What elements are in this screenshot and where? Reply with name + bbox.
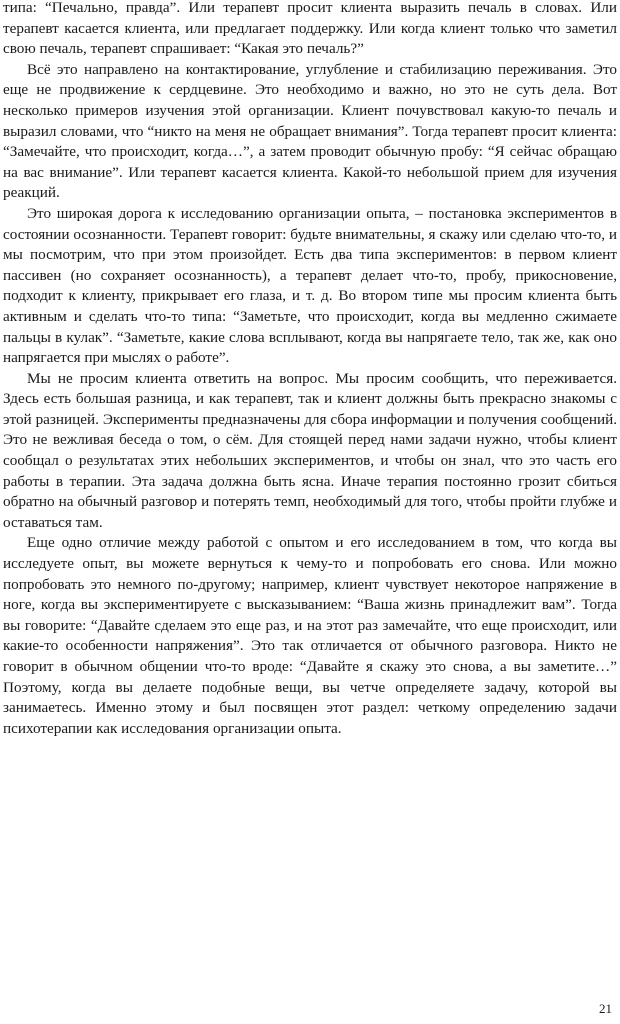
page-number: 21 [599,1001,612,1016]
paragraph-4: Мы не просим клиента ответить на вопрос. Мы просим сообщить, что переживается. Здесь есть большая разница, и как терапевт, так и клиент должны быть прекрасно знакомы с этой разницей. Эксперименты предназначены для сбора информации и получения сообщений. Это не вежливая беседа о том, о сём. Для стоящей перед нами задачи нужно, чтобы клиент сообщал о результатах этих небольших экспериментов, и чтобы он знал, что это часть его работы в терапии. Эта задача должна быть ясна. Иначе терапия постоянно грозит сбиться обратно на обычный разговор и потерять темп, необходимый для того, чтобы пройти глубже и оставаться там. [3,369,617,531]
paragraph-1: типа: “Печально, правда”. Или терапевт просит клиента выразить печаль в словах. Или терапевт касается клиента, или предлагает поддержку. Или когда клиент только что заметил свою печаль, терапевт спрашивает: “Какая это печаль?” [3,0,617,58]
body-text [3,0,617,739]
paragraph-3: Это широкая дорога к исследованию организации опыта, – постановка экспериментов в состоянии осознанности. Терапевт говорит: будьте внимательны, я скажу или сделаю что-то, и мы посмотрим, что при этом произойдет. Есть два типа экспериментов: в первом клиент пассивен (но сохраняет осознанность), а терапевт делает что-то, пробу, прикосновение, подходит к клиенту, прикрывает его глаза, и т. д. Во втором типе мы просим клиента быть активным и сделать что-то типа: “Заметьте, что происходит, когда вы медленно сжимаете пальцы в кулак”. “Заметьте, какие слова всплывают, когда вы напрягаете тело, так же, как оно напрягается при мыслях о работе”. [3,204,617,367]
paragraph-2: Всё это направлено на контактирование, углубление и стабилизацию переживания. Это еще не продвижение к сердцевине. Это необходимо и важно, но это не суть дела. Вот несколько примеров изучения этой организации. Клиент почувствовал какую-то печаль и выразил словами, что “никто на меня не обращает внимания”. Тогда терапевт просит клиента: “Замечайте, что происходит, когда…”, а затем проводит обычную пробу: “Я сейчас обращаю на вас внимание”. Или терапевт касается клиента. Какой-то небольшой прием для изучения реакций. [3,60,617,202]
paragraph-5: Еще одно отличие между работой с опытом и его исследованием в том, что когда вы исследуете опыт, вы можете вернуться к чему-то и попробовать его снова. Или можно попробовать это немного по-другому; например, клиент чувствует некоторое напряжение в ноге, когда вы экспериментируете с высказыванием: “Ваша жизнь принадлежит вам”. Тогда вы говорите: “Давайте сделаем это еще раз, и на этот раз замечайте, что еще происходит, или какие-то особенности напряжения”. Это так отличается от обычного разговора. Никто не говорит в обычном общении что-то вроде: “Давайте я скажу это снова, а вы заметите…” Поэтому, когда вы делаете подобные вещи, вы четче определяете задачу, которой вы занимаетесь. Именно этому и был посвящен этот раздел: четкому определению задачи психотерапии как исследования организации опыта. [3,534,617,737]
